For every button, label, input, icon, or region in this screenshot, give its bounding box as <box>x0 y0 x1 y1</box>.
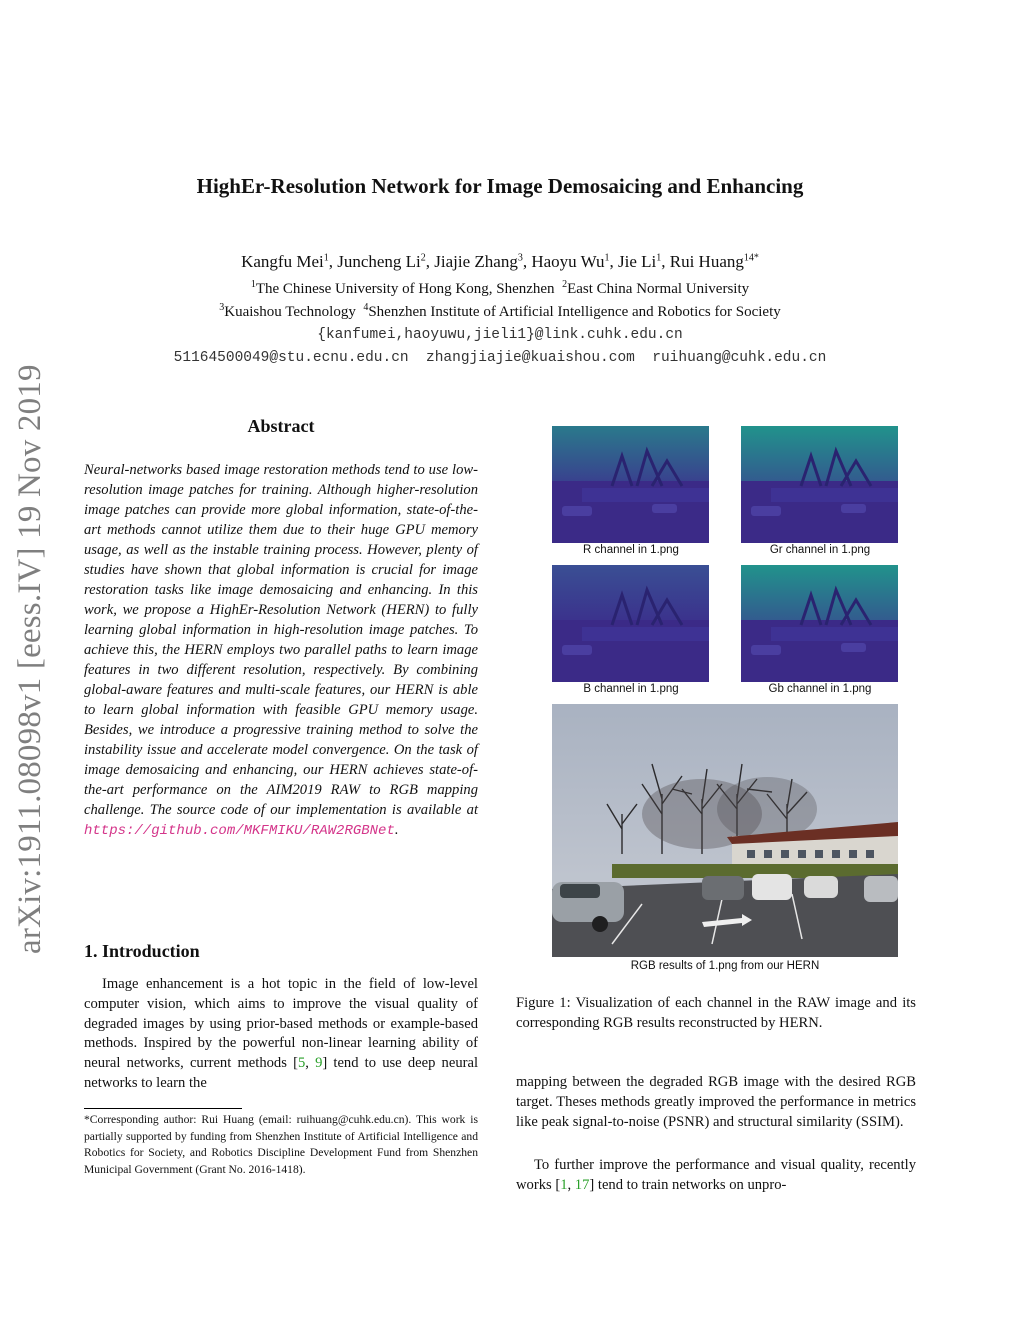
abstract-text: Neural-networks based image restoration methods tend to use low-resolution image patches for training. Although higher-resolution image patches can provide more global information, state-of-the-art methods cannot utilize them due to their huge GPU memory usage, as well as the instable training process. However, plenty of studies have shown that global information is crucial for image restoration tasks like image demosaicing and enhancing. In this work, we propose a HighEr-Resolution Network (HERN) to fully learning global information in high-resolution image patches. To achieve this, the HERN employs two parallel paths to learn image features in two different resolution, respectively. By combining global-aware features and multi-scale features, our HERN is able to learn global information with feasible GPU memory usage. Besides, we introduce a progressive training method to solve the instability issue and accelerate model convergence. On the task of image demosaicing and enhancing, our HERN achieves state-of-the-art performance on the AIM2019 RAW to RGB mapping challenge. The source code of our implementation is available at <box>84 462 478 818</box>
panel-label: Gb channel in 1.png <box>768 683 872 695</box>
email: {kanfumei,haoyuwu,jieli1}@link.cuhk.edu.cn <box>317 327 683 343</box>
email: ruihuang@cuhk.edu.cn <box>652 350 827 366</box>
rgb-result-image <box>552 704 898 957</box>
section-heading-introduction: 1. Introduction <box>84 941 200 961</box>
abstract-body <box>84 460 478 841</box>
affiliation-line-1 <box>60 279 940 298</box>
citation-sep: , <box>305 1055 316 1072</box>
author: Kangfu Mei <box>241 252 324 271</box>
author-sup: 1 <box>656 252 662 264</box>
intro-paragraph <box>84 975 478 1094</box>
channel-image-r <box>552 426 709 543</box>
email-line-2 <box>60 350 940 366</box>
figure-caption: Figure 1: Visualization of each channel in the RAW image and its corresponding RGB results reconstructed by HERN. <box>516 995 916 1031</box>
footnote: *Corresponding author: Rui Huang (email: ruihuang@cuhk.edu.cn). This work is partially supported by funding from Shenzhen Institute of Artificial Intelligence and Robotics for Society, and Robotics Discipline Development Fund from Shenzhen Municipal Government (Grant No. 2016-1418). <box>84 1113 478 1176</box>
abstract-heading: Abstract <box>247 416 315 436</box>
affiliation: Shenzhen Institute of Artificial Intelligence and Robotics for Society <box>368 304 781 320</box>
intro-text: Image enhancement is a hot topic in the field of low-level computer vision, which aims to improve the visual quality of degraded images by using prior-based methods or example-based methods. Inspired by the powerful non-linear learning ability of neural networks, current methods [ <box>84 976 478 1072</box>
affil-sup: 1 <box>250 279 256 290</box>
email: zhangjiajie@kuaishou.com <box>426 350 635 366</box>
author-sup: 1 <box>604 252 610 264</box>
citation-sep: , <box>567 1176 575 1193</box>
email-line-1 <box>60 327 940 343</box>
footnote-rule <box>84 1108 242 1109</box>
author: Jiajie Zhang <box>434 252 518 271</box>
affil-sup: 2 <box>562 279 568 290</box>
affiliation: Kuaishou Technology <box>224 304 356 320</box>
channel-image-gb <box>741 565 898 682</box>
abstract-end: . <box>394 822 399 838</box>
author: Rui Huang <box>669 252 744 271</box>
panel-label: B channel in 1.png <box>583 683 679 695</box>
author-sup: 3 <box>517 252 523 264</box>
citation-link[interactable]: 1 <box>560 1176 568 1193</box>
affiliation: East China Normal University <box>567 281 750 297</box>
affil-sup: 3 <box>219 302 225 313</box>
body-text: ] tend to train networks on unpro- <box>589 1176 787 1193</box>
panel-label: R channel in 1.png <box>583 544 679 556</box>
arxiv-stamp: arXiv:1911.08098v1 [eess.IV] 19 Nov 2019 <box>12 364 48 954</box>
rgb-label: RGB results of 1.png from our HERN <box>630 960 820 972</box>
right-col-paragraph-1: mapping between the degraded RGB image with the desired RGB target. Theses methods greatly improved the performance in metrics like peak signal-to-noise (PSNR) and structural similarity (SSIM). <box>516 1074 916 1130</box>
author: Haoyu Wu <box>531 252 605 271</box>
affiliation-line-2 <box>60 302 940 321</box>
code-link[interactable]: https://github.com/MKFMIKU/RAW2RGBNet <box>84 823 395 839</box>
author: Juncheng Li <box>337 252 421 271</box>
email: 51164500049@stu.ecnu.edu.cn <box>173 350 409 366</box>
paper-title: HighEr-Resolution Network for Image Demosaicing and Enhancing <box>196 174 804 198</box>
intro-text: ] tend to use deep neural networks to learn the <box>84 1055 479 1091</box>
author-sup: 2 <box>420 252 426 264</box>
affil-sup: 4 <box>363 302 369 313</box>
affiliation: The Chinese University of Hong Kong, Shenzhen <box>255 281 555 297</box>
channel-image-gr <box>741 426 898 543</box>
panel-label: Gr channel in 1.png <box>769 544 871 556</box>
citation-link[interactable]: 9 <box>315 1055 323 1072</box>
citation-link[interactable]: 17 <box>574 1176 590 1193</box>
body-text: To further improve the performance and visual quality, recently works [ <box>516 1157 916 1193</box>
author: Jie Li <box>618 252 657 271</box>
citation-link[interactable]: 5 <box>297 1055 306 1072</box>
author-list: Kangfu Mei$^1$, Juncheng Li$^2$, Jiajie Zhang$^3$, Haoyu Wu$^1$, Jie Li$^1$, Rui Huang$^{14*}$ <box>241 252 759 271</box>
author-sup: 1 <box>323 252 329 264</box>
author-sup: 14* <box>743 252 759 264</box>
channel-image-b <box>552 565 709 682</box>
right-col-paragraph-2 <box>516 1156 916 1196</box>
